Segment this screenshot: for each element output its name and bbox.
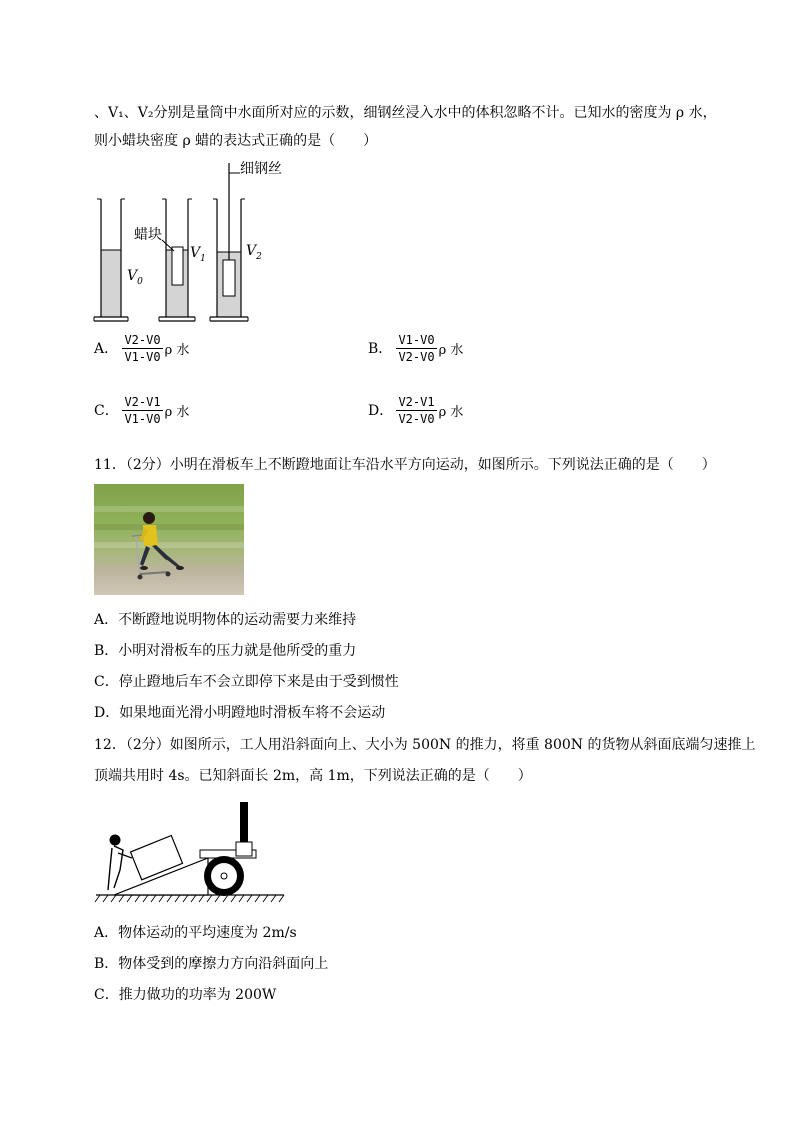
worker-figure — [108, 835, 132, 891]
scooter-photo — [94, 484, 244, 595]
label-v2: $V_2$ — [246, 243, 262, 262]
q11-option-c[interactable]: C．停止蹬地后车不会立即停下来是由于受到惯性 — [94, 674, 399, 690]
q11-option-d[interactable]: D．如果地面光滑小明蹬地时滑板车将不会运动 — [94, 705, 386, 721]
q10-stem-line1: 、V₁、V₂分别是量筒中水面所对应的示数，细钢丝浸入水中的体积忽略不计。已知水的密度为 ρ 水， — [94, 105, 717, 121]
boy-on-scooter — [94, 484, 244, 595]
fraction: $\frac{V2-V0}{V1-V0}$ — [124, 333, 161, 364]
q12-stem-line1: 12．（2分）如图所示，工人用沿斜面向上、大小为 500N 的推力，将重 800N 的货物从斜面底端匀速推上 — [94, 737, 756, 753]
truck — [200, 802, 256, 896]
fraction: $\frac{V1-V0}{V2-V0}$ — [398, 333, 435, 364]
q11-stem: 11．（2分）小明在滑板车上不断蹬地面让车沿水平方向运动，如图所示。下列说法正确的是（ ） — [94, 457, 716, 473]
label-wax-block: 蜡块 — [134, 227, 162, 243]
cylinder-v0 — [94, 199, 128, 321]
q12-option-c[interactable]: C．推力做功的功率为 200W — [94, 987, 277, 1003]
q10-option-b[interactable]: B． $\frac{V1-V0}{V2-V0}$ ρ 水 — [368, 333, 464, 364]
q12-option-a[interactable]: A．物体运动的平均速度为 2m/s — [94, 925, 297, 941]
wax-block-floating — [172, 247, 183, 285]
fraction: $\frac{V2-V1}{V1-V0}$ — [124, 395, 161, 426]
q11-option-a[interactable]: A．不断蹬地说明物体的运动需要力来维持 — [94, 612, 357, 628]
label-v0: $V_0$ — [127, 268, 143, 287]
incline-figure — [90, 798, 290, 908]
q10-option-c[interactable]: C． $\frac{V2-V1}{V1-V0}$ ρ 水 — [94, 395, 190, 426]
q11-option-b[interactable]: B．小明对滑板车的压力就是他所受的重力 — [94, 643, 357, 659]
q10-option-d[interactable]: D． $\frac{V2-V1}{V2-V0}$ ρ 水 — [368, 395, 464, 426]
q10-option-a[interactable]: A． $\frac{V2-V0}{V1-V0}$ ρ 水 — [94, 333, 190, 364]
q10-stem-line2: 则小蜡块密度 ρ 蜡的表达式正确的是（ ） — [94, 133, 378, 149]
cylinder-v2 — [210, 163, 248, 321]
q12-option-b[interactable]: B．物体受到的摩擦力方向沿斜面向上 — [94, 956, 329, 972]
cylinder-figure — [90, 155, 320, 327]
q12-stem-line2: 顶端共用时 4s。已知斜面长 2m，高 1m，下列说法正确的是（ ） — [94, 768, 532, 784]
fraction: $\frac{V2-V1}{V2-V0}$ — [398, 395, 435, 426]
label-steel-wire: 细钢丝 — [240, 161, 282, 177]
wax-block-submerged — [223, 260, 235, 296]
label-v1: $V_1$ — [190, 245, 206, 264]
